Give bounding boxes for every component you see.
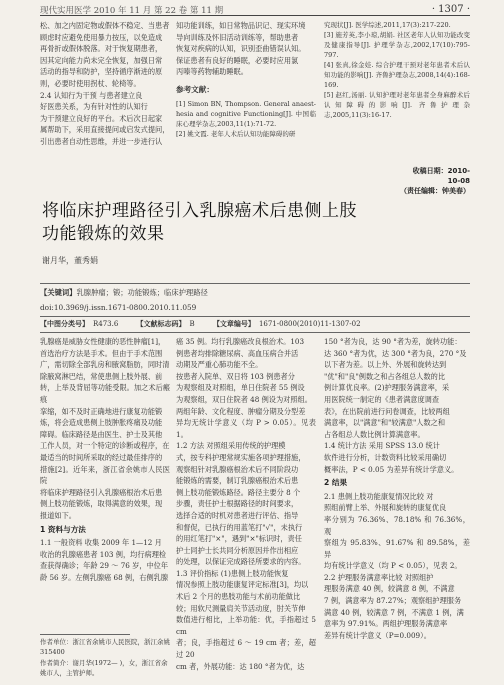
text-line: 癌 35 例。均行乳腺癌改良根治术。103: [176, 337, 305, 346]
text-line: cm 者，外展功能：达 180 °者为优，达: [176, 661, 305, 671]
text-line: 转，上举及背屈等功能受限。加之术后瘢痕: [40, 383, 170, 404]
text-line: 和督促，已执行的用蓝笔打"√"，未执行: [176, 522, 303, 532]
prev-article-col3: [324, 20, 470, 120]
text-line: 用医院统一制定的《患者满意度调查: [324, 394, 440, 404]
reference-item: [4] 张真,徐金娃. 综合护理干预对老年患者术后认知功能的影响[J]. 齐鲁护理杂志,2008,14(4):168-169.: [324, 61, 470, 89]
footnote-author: 作者简介：谢月华(1972— )，女，浙江省余姚市人，主管护师。: [40, 659, 168, 677]
text-line: 知功能训练，如日常物品识记、现实环境: [176, 21, 306, 30]
text-line: 乳腺癌是威胁女性健康的恶性肿瘤[1]，: [40, 337, 166, 346]
text-line: 广，需切除全部乳房和腋窝脂肪，同时清: [40, 360, 170, 370]
text-line: 护士同护士长共同分析原因并作出相应: [176, 545, 299, 555]
text-line: 异均无统计学意义（均 P > 0.05）。见表 1。: [176, 418, 316, 439]
text-line: 丙嗪等药物辅助睡眠。: [176, 67, 248, 77]
text-line: 例患者均排除糖尿病、高血压病合并活: [176, 348, 299, 358]
text-line: 差异有统计学意义（P=0.009）。: [324, 630, 431, 640]
text-line: 侧上肢功能锻炼，取得满意的效果，现: [40, 499, 163, 509]
text-line: 式，按专科护理常规实施各项护理措施，: [176, 452, 306, 462]
classification-line: [40, 319, 470, 329]
doc-code-label: 【文献标志码】: [136, 320, 186, 328]
text-line: 以下者为差。以上外、外展和旋转达到: [324, 360, 447, 370]
text-line: 保证患者有良好的睡眠，必要时应用氯: [176, 55, 299, 65]
text-line: 首选治疗方法是手术。但由于手术范围: [40, 348, 163, 358]
text-line: 因其定向能力尚未完全恢复，加强日常: [40, 55, 163, 65]
article-no-value: 1671-0800(2010)11-1307-02: [258, 320, 361, 328]
text-line: 150 °者为良，达 90 °者为差，旋转功能：: [324, 337, 462, 346]
reference-item: [3] 施芳英,李小琼,胡娟. 社区老年人认知功能改变及健康指导[J]. 护理学杂志,2002,17(10):795-797.: [324, 31, 470, 59]
text-line: 属帮助下，采用直接提问或启发式提问，: [40, 125, 170, 135]
title-line: 将临床护理路径引入乳腺癌术后患侧上肢: [42, 201, 357, 221]
footnote-rule: [40, 634, 130, 635]
text-line: 除腋窝淋巴结，常使患侧上肢外展、前: [40, 371, 163, 381]
text-line: 工作人员，对一个特定的诊断或程序，在: [40, 441, 170, 451]
text-line: 侧上肢功能锻炼路径。路径主要分 8 个: [176, 487, 301, 497]
reference-item: [1] Simon BN, Thompson. General anaest-hesia and cognitive Functioning[J]. 中国临床心理学杂志,2003,11(1):71-72.: [176, 99, 316, 128]
text-line: 龄 56 岁。左侧乳腺癌 68 例，右侧乳腺: [40, 572, 169, 582]
keywords-line: [40, 288, 208, 298]
text-line: "优"和"良"例数之和占各组总人数的比: [324, 371, 446, 381]
text-line: 为干预建立良好的平台。术后次日起家: [40, 113, 163, 123]
text-line: 措施[2]。近年来，浙江省余姚市人民医院: [40, 464, 170, 486]
subsection-heading: 1.2 方法 对照组采用传统的护理模: [176, 441, 286, 451]
text-line: 为观察组，双日住院者 48 例设为对照组。: [176, 394, 312, 404]
subsection-heading: 2.4 认知行为干预 与患者建立良: [40, 90, 143, 100]
footnote-unit: 作者单位：浙江省余姚市人民医院，浙江余姚 315400: [40, 638, 170, 656]
title-line: 功能锻炼的效果: [42, 224, 165, 244]
text-line: 满意 40 例，较满意 7 例，不满意 1 例，满: [324, 607, 464, 617]
text-line: 者；良，手指超过 6 ～ 19 cm 者；差，超过 20: [176, 638, 316, 660]
text-line: 引出患者自动性思维，并进一步进行认: [40, 136, 163, 146]
text-line: 为观察组及对照组，单日住院者 55 例设: [176, 383, 305, 393]
text-line: 活动的指导和防护，坚持循序渐进的原: [40, 67, 163, 77]
text-line: 情况参照上肢功能康复评定标准[3]，均以: [176, 580, 309, 590]
body-col2: [176, 336, 316, 672]
text-line: 均有统计学意义（均 P < 0.05），见表 2。: [324, 561, 462, 571]
text-line: 观察组针对乳腺癌根治术后不同阶段功: [176, 464, 299, 474]
text-line: 占各组总人数比例计算满意率。: [324, 429, 425, 439]
text-line: 能锻炼的需要，制订乳腺癌根治术后患: [176, 476, 299, 486]
text-line: 炼，将会造成患侧上肢肿胀疼痛及功能: [40, 418, 163, 428]
text-line: 率分别为 76.36%、78.18% 和 76.36%，观: [324, 514, 470, 536]
text-line: 两组年龄、文化程度、肿瘤分期及分型差: [176, 406, 306, 416]
section-heading: 2 结果: [324, 478, 348, 488]
received-date: 收稿日期：2010-10-08: [412, 167, 470, 185]
header-rule: [40, 15, 470, 16]
references-title: 参考文献：: [176, 84, 214, 94]
responsible-editor: （责任编辑：钟美春）: [400, 187, 470, 195]
text-line: 恢复对疾病的认知，识别歪曲错误认知。: [176, 44, 306, 54]
text-line: 数值进行相比，上举功能：优，手指超过 5 cm: [176, 615, 316, 636]
text-line: 术后 2 个月的患肢功能与术前功能做比: [176, 592, 301, 602]
text-line: 挛缩，如不及时正确地进行康复功能锻: [40, 406, 163, 416]
text-line: 达 360 °者为优，达 300 °者为良，270 °及: [324, 348, 467, 358]
prev-article-col2: [176, 20, 316, 139]
doi: doi:10.3969/j.issn.1671-0800.2010.11.059: [40, 303, 197, 312]
subsection-heading: 2.2 护理服务满意率比较 对照组护: [324, 572, 434, 582]
text-line: 例计算优良率。(2)护理服务满意率，采: [324, 383, 450, 393]
body-col1: [40, 336, 170, 583]
doc-code-value: B: [189, 320, 195, 328]
text-line: 障碍。临床路径是由医生、护士及其他: [40, 429, 163, 439]
clc-value: R473.6: [93, 320, 119, 328]
text-line: 察组为 95.83%、91.67% 和 89.58%，差异: [324, 538, 470, 559]
body-col3: [324, 336, 470, 641]
text-line: 7 例，满意率为 87.27%；观察组护理服务: [324, 596, 462, 606]
text-line: 按患者入院单、双日将 103 例患者分: [176, 371, 295, 381]
clc-label: 【中图分类号】: [40, 320, 89, 328]
meta-rule-top: [40, 283, 470, 284]
subsection-heading: 1.4 统计方法 采用 SPSS 13.0 统计: [324, 441, 440, 451]
text-line: 软件进行分析，计数资料比较采用确切: [324, 452, 447, 462]
text-line: 动期及严重心肺功能不全。: [176, 360, 263, 370]
text-line: 查获得确诊；年龄 29 ～ 76 岁，中位年: [40, 561, 169, 571]
text-line: 选择合适的时机对患者进行评估、指导: [176, 510, 299, 520]
journal-info: 现代实用医学 2010 年 11 月 第 22 卷 第 11 期: [40, 6, 224, 16]
reference-item: [2] 姚文霞. 老年人术后认知功能障碍的研: [176, 129, 296, 138]
meta-rule-mid: [40, 316, 470, 317]
text-line: 导向训练及怀旧活动训练等，帮助患者: [176, 32, 299, 42]
received-block: [400, 166, 470, 196]
text-line: 的用红笔打"×"，遇到"×"标识时，责任: [176, 534, 302, 544]
text-line: 则，必要时使用拐杖、轮椅等。: [40, 78, 141, 88]
subsection-heading: 1.3 评价指标 (1)患侧上肢功能恢复: [176, 568, 289, 578]
section-heading: 1 资料与方法: [40, 524, 86, 534]
reference-item: [5] 赵红,汤丽. 认知护理对老年患者全身麻醉术后认知障碍的影响[J]. 齐鲁护理杂志,2005,11(3):16-17.: [324, 91, 470, 119]
text-line: 再骨折或假体脱落。对于恢复期患者，: [40, 44, 163, 54]
article-no-label: 【文章编号】: [212, 320, 255, 328]
text-line: 照组前臂上举、外展和旋转的康复优良: [324, 503, 447, 513]
page-number: · 1307 ·: [431, 4, 470, 15]
keywords-label: 【关键词】: [40, 288, 77, 297]
text-line: 表》，在出院前进行问卷调查，比较两组: [324, 406, 450, 416]
text-line: 好医患关系，为有针对性的认知行: [40, 102, 148, 112]
text-line: 的处理，以保证完成路径所要求的内容。: [176, 557, 306, 567]
reference-item: 究现状[J]. 医学综述,2011,17(3):217-220.: [324, 21, 451, 29]
keywords: 乳腺肿瘤；锻；功能锻炼；临床护理路径: [76, 288, 208, 297]
article-title: [42, 200, 462, 246]
text-line: 报道如下。: [40, 510, 76, 520]
subsection-heading: 2.1 患侧上肢功能康复情况比较 对: [324, 491, 434, 501]
text-line: 概率法，P < 0.05 为差异有统计学意义。: [324, 464, 459, 474]
text-line: 步骤，责任护士根据路径的时间要求，: [176, 499, 299, 509]
text-line: 满意率，以"满意"和"较满意"人数之和: [324, 418, 446, 428]
text-line: 收治的乳腺癌患者 103 例，均行病理检: [40, 549, 167, 559]
text-line: 意率为 97.91%。两组护理服务满意率: [324, 619, 448, 629]
authors: 谢月华，董秀娟: [42, 256, 98, 265]
text-line: 顾虑时应避免使用暴力按压，以免造成: [40, 32, 163, 42]
text-line: 理服务满意 40 例，较满意 8 例，不满意: [324, 584, 455, 594]
text-line: 最适当的时间所采取的经过最佳排序的: [40, 452, 163, 462]
meta-rule-bottom: [40, 332, 470, 333]
text-line: 将临床护理路径引入乳腺癌根治术后患: [40, 487, 163, 497]
text-line: 松、加之内固定物或假体不稳定、当患者: [40, 21, 170, 30]
subsection-heading: 1.1 一般资料 收集 2009 年 1—12 月: [40, 538, 162, 548]
prev-article-col1: [40, 20, 170, 148]
text-line: 较；用软尺测量肩关节活动度，肘关节伸: [176, 603, 306, 613]
